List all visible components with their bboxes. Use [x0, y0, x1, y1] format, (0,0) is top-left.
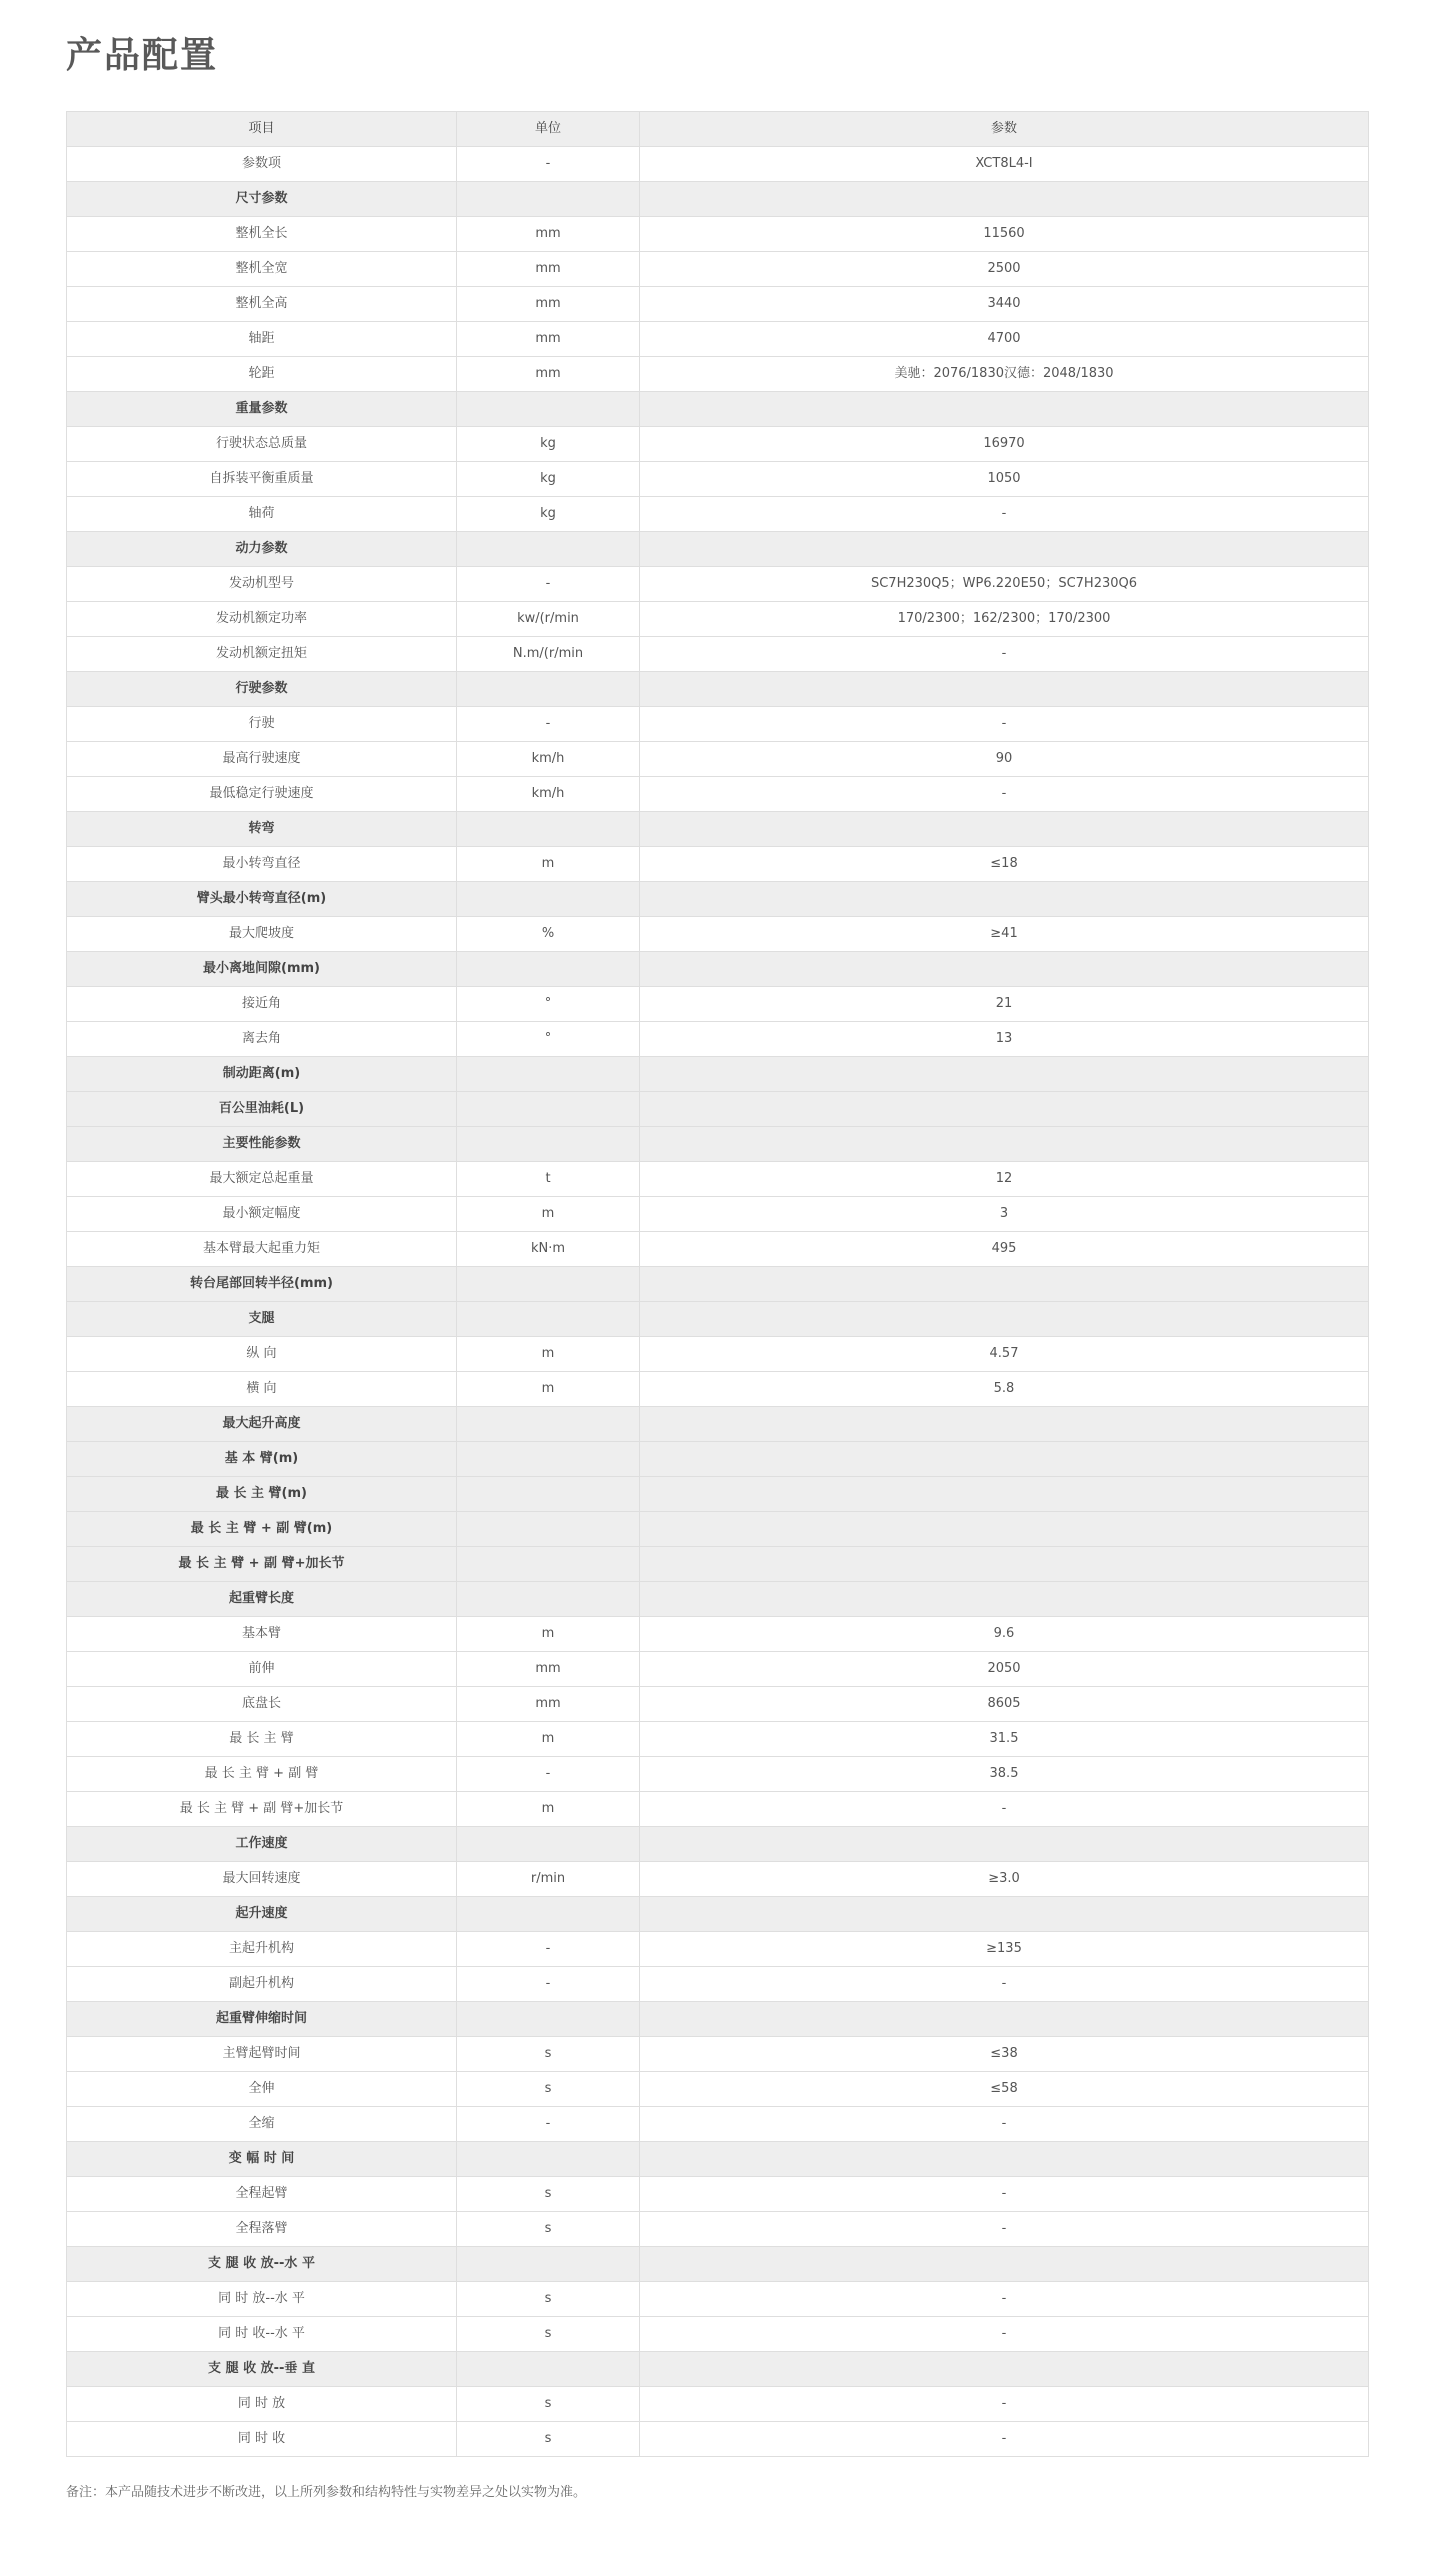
- value-cell: [640, 2002, 1369, 2037]
- item-cell: 轴荷: [67, 497, 457, 532]
- item-cell: 轴距: [67, 322, 457, 357]
- value-cell: -: [640, 637, 1369, 672]
- unit-cell: s: [457, 2387, 640, 2422]
- item-cell: 轮距: [67, 357, 457, 392]
- value-cell: 1050: [640, 462, 1369, 497]
- value-cell: [640, 1827, 1369, 1862]
- item-cell: 底盘长: [67, 1687, 457, 1722]
- table-row: [67, 1372, 1369, 1407]
- value-cell: -: [640, 2317, 1369, 2352]
- value-cell: ≥135: [640, 1932, 1369, 1967]
- table-row: [67, 357, 1369, 392]
- section-row: [67, 1127, 1369, 1162]
- section-row: [67, 1407, 1369, 1442]
- unit-cell: [457, 672, 640, 707]
- value-cell: 3440: [640, 287, 1369, 322]
- unit-cell: [457, 1582, 640, 1617]
- item-cell: 整机全高: [67, 287, 457, 322]
- table-row: [67, 2072, 1369, 2107]
- footnote: 备注：本产品随技术进步不断改进，以上所列参数和结构特性与实物差异之处以实物为准。: [66, 2485, 587, 2500]
- item-cell: 最大起升高度: [67, 1407, 457, 1442]
- value-cell: [640, 532, 1369, 567]
- value-cell: 170/2300；162/2300；170/2300: [640, 602, 1369, 637]
- table-row: [67, 602, 1369, 637]
- unit-cell: mm: [457, 287, 640, 322]
- value-cell: [640, 882, 1369, 917]
- unit-cell: m: [457, 1792, 640, 1827]
- unit-cell: [457, 882, 640, 917]
- item-cell: 行驶状态总质量: [67, 427, 457, 462]
- item-cell: 转台尾部回转半径(mm): [67, 1267, 457, 1302]
- table-row: [67, 462, 1369, 497]
- value-cell: 90: [640, 742, 1369, 777]
- item-cell: 最大额定总起重量: [67, 1162, 457, 1197]
- unit-cell: [457, 1547, 640, 1582]
- unit-cell: [457, 1302, 640, 1337]
- unit-cell: mm: [457, 357, 640, 392]
- item-cell: 起重臂长度: [67, 1582, 457, 1617]
- value-cell: ≤58: [640, 2072, 1369, 2107]
- value-cell: [640, 1407, 1369, 1442]
- item-cell: 尺寸参数: [67, 182, 457, 217]
- unit-cell: [457, 952, 640, 987]
- unit-cell: s: [457, 2317, 640, 2352]
- value-cell: 4700: [640, 322, 1369, 357]
- value-cell: -: [640, 2387, 1369, 2422]
- item-cell: 制动距离(m): [67, 1057, 457, 1092]
- table-row: [67, 1687, 1369, 1722]
- item-cell: 重量参数: [67, 392, 457, 427]
- value-cell: [640, 1442, 1369, 1477]
- unit-cell: [457, 1442, 640, 1477]
- item-cell: 整机全宽: [67, 252, 457, 287]
- table-row: [67, 1337, 1369, 1372]
- unit-cell: r/min: [457, 1862, 640, 1897]
- section-row: [67, 2247, 1369, 2282]
- value-cell: [640, 1127, 1369, 1162]
- page-title: 产品配置: [66, 35, 219, 76]
- value-cell: [640, 1547, 1369, 1582]
- unit-cell: -: [457, 707, 640, 742]
- unit-cell: [457, 1407, 640, 1442]
- item-cell: 最 长 主 臂: [67, 1722, 457, 1757]
- unit-cell: [457, 182, 640, 217]
- item-cell: 同 时 放--水 平: [67, 2282, 457, 2317]
- section-row: [67, 2142, 1369, 2177]
- item-cell: 同 时 收--水 平: [67, 2317, 457, 2352]
- item-cell: 转弯: [67, 812, 457, 847]
- section-row: [67, 1547, 1369, 1582]
- header-item: 项目: [67, 112, 457, 147]
- item-cell: 最大爬坡度: [67, 917, 457, 952]
- unit-cell: s: [457, 2282, 640, 2317]
- value-cell: ≥41: [640, 917, 1369, 952]
- unit-cell: °: [457, 987, 640, 1022]
- value-cell: 美驰：2076/1830汉德：2048/1830: [640, 357, 1369, 392]
- unit-cell: mm: [457, 252, 640, 287]
- value-cell: 11560: [640, 217, 1369, 252]
- unit-cell: s: [457, 2037, 640, 2072]
- table-row: [67, 1617, 1369, 1652]
- value-cell: [640, 812, 1369, 847]
- section-row: [67, 532, 1369, 567]
- value-cell: 12: [640, 1162, 1369, 1197]
- value-cell: [640, 1302, 1369, 1337]
- item-cell: 接近角: [67, 987, 457, 1022]
- table-row: [67, 1862, 1369, 1897]
- value-cell: XCT8L4-Ⅰ: [640, 147, 1369, 182]
- unit-cell: m: [457, 1617, 640, 1652]
- spec-table: [66, 111, 1369, 2457]
- item-cell: 起升速度: [67, 1897, 457, 1932]
- unit-cell: m: [457, 1197, 640, 1232]
- section-row: [67, 1267, 1369, 1302]
- value-cell: [640, 1267, 1369, 1302]
- table-row: [67, 2037, 1369, 2072]
- unit-cell: [457, 1267, 640, 1302]
- unit-cell: -: [457, 1757, 640, 1792]
- item-cell: 主臂起臂时间: [67, 2037, 457, 2072]
- unit-cell: mm: [457, 217, 640, 252]
- item-cell: 发动机型号: [67, 567, 457, 602]
- section-row: [67, 882, 1369, 917]
- section-row: [67, 1827, 1369, 1862]
- table-row: [67, 147, 1369, 182]
- table-row: [67, 287, 1369, 322]
- table-row: [67, 1197, 1369, 1232]
- table-row: [67, 1932, 1369, 1967]
- section-row: [67, 1302, 1369, 1337]
- value-cell: -: [640, 2282, 1369, 2317]
- section-row: [67, 952, 1369, 987]
- unit-cell: kg: [457, 497, 640, 532]
- item-cell: 横 向: [67, 1372, 457, 1407]
- value-cell: ≤18: [640, 847, 1369, 882]
- unit-cell: [457, 1092, 640, 1127]
- value-cell: [640, 952, 1369, 987]
- item-cell: 最小转弯直径: [67, 847, 457, 882]
- unit-cell: [457, 2002, 640, 2037]
- item-cell: 前伸: [67, 1652, 457, 1687]
- value-cell: -: [640, 2107, 1369, 2142]
- unit-cell: m: [457, 1722, 640, 1757]
- table-row: [67, 252, 1369, 287]
- value-cell: [640, 2352, 1369, 2387]
- value-cell: 21: [640, 987, 1369, 1022]
- table-row: [67, 2212, 1369, 2247]
- section-row: [67, 1897, 1369, 1932]
- table-row: [67, 2317, 1369, 2352]
- value-cell: -: [640, 497, 1369, 532]
- table-row: [67, 1967, 1369, 2002]
- item-cell: 臂头最小转弯直径(m): [67, 882, 457, 917]
- unit-cell: km/h: [457, 742, 640, 777]
- item-cell: 整机全长: [67, 217, 457, 252]
- table-row: [67, 1022, 1369, 1057]
- unit-cell: m: [457, 847, 640, 882]
- value-cell: -: [640, 707, 1369, 742]
- unit-cell: s: [457, 2212, 640, 2247]
- value-cell: -: [640, 1792, 1369, 1827]
- item-cell: 同 时 收: [67, 2422, 457, 2457]
- item-cell: 最小离地间隙(mm): [67, 952, 457, 987]
- value-cell: -: [640, 2212, 1369, 2247]
- unit-cell: N.m/(r/min: [457, 637, 640, 672]
- unit-cell: [457, 1827, 640, 1862]
- header-value: 参数: [640, 112, 1369, 147]
- unit-cell: m: [457, 1372, 640, 1407]
- unit-cell: m: [457, 1337, 640, 1372]
- section-row: [67, 1582, 1369, 1617]
- unit-cell: kw/(r/min: [457, 602, 640, 637]
- item-cell: 支腿: [67, 1302, 457, 1337]
- table-row: [67, 567, 1369, 602]
- item-cell: 自拆装平衡重质量: [67, 462, 457, 497]
- unit-cell: mm: [457, 1652, 640, 1687]
- item-cell: 发动机额定功率: [67, 602, 457, 637]
- table-row: [67, 2422, 1369, 2457]
- section-row: [67, 182, 1369, 217]
- value-cell: [640, 1057, 1369, 1092]
- value-cell: 8605: [640, 1687, 1369, 1722]
- table-row: [67, 987, 1369, 1022]
- value-cell: -: [640, 2177, 1369, 2212]
- table-row: [67, 777, 1369, 812]
- value-cell: [640, 1512, 1369, 1547]
- section-row: [67, 1057, 1369, 1092]
- header-row: [67, 112, 1369, 147]
- item-cell: 全程起臂: [67, 2177, 457, 2212]
- table-row: [67, 847, 1369, 882]
- value-cell: 5.8: [640, 1372, 1369, 1407]
- item-cell: 最 长 主 臂 + 副 臂+加长节: [67, 1792, 457, 1827]
- unit-cell: [457, 812, 640, 847]
- unit-cell: [457, 2247, 640, 2282]
- item-cell: 支 腿 收 放--水 平: [67, 2247, 457, 2282]
- unit-cell: [457, 2352, 640, 2387]
- value-cell: [640, 1092, 1369, 1127]
- section-row: [67, 1512, 1369, 1547]
- value-cell: -: [640, 2422, 1369, 2457]
- item-cell: 全缩: [67, 2107, 457, 2142]
- value-cell: [640, 1582, 1369, 1617]
- table-row: [67, 742, 1369, 777]
- item-cell: 最低稳定行驶速度: [67, 777, 457, 812]
- value-cell: 16970: [640, 427, 1369, 462]
- table-row: [67, 2107, 1369, 2142]
- table-row: [67, 1792, 1369, 1827]
- item-cell: 全程落臂: [67, 2212, 457, 2247]
- value-cell: 2500: [640, 252, 1369, 287]
- unit-cell: [457, 1127, 640, 1162]
- value-cell: [640, 1477, 1369, 1512]
- section-row: [67, 1092, 1369, 1127]
- item-cell: 行驶: [67, 707, 457, 742]
- unit-cell: [457, 1057, 640, 1092]
- item-cell: 最高行驶速度: [67, 742, 457, 777]
- item-cell: 最 长 主 臂 + 副 臂: [67, 1757, 457, 1792]
- value-cell: [640, 182, 1369, 217]
- section-row: [67, 2002, 1369, 2037]
- value-cell: [640, 2247, 1369, 2282]
- value-cell: 4.57: [640, 1337, 1369, 1372]
- item-cell: 主起升机构: [67, 1932, 457, 1967]
- value-cell: 13: [640, 1022, 1369, 1057]
- value-cell: 3: [640, 1197, 1369, 1232]
- table-row: [67, 322, 1369, 357]
- table-row: [67, 217, 1369, 252]
- unit-cell: kN·m: [457, 1232, 640, 1267]
- item-cell: 全伸: [67, 2072, 457, 2107]
- unit-cell: mm: [457, 1687, 640, 1722]
- table-row: [67, 2282, 1369, 2317]
- section-row: [67, 672, 1369, 707]
- value-cell: 495: [640, 1232, 1369, 1267]
- item-cell: 离去角: [67, 1022, 457, 1057]
- value-cell: 31.5: [640, 1722, 1369, 1757]
- value-cell: -: [640, 777, 1369, 812]
- unit-cell: t: [457, 1162, 640, 1197]
- value-cell: [640, 1897, 1369, 1932]
- item-cell: 最大回转速度: [67, 1862, 457, 1897]
- section-row: [67, 1442, 1369, 1477]
- value-cell: -: [640, 1967, 1369, 2002]
- table-row: [67, 2387, 1369, 2422]
- unit-cell: °: [457, 1022, 640, 1057]
- item-cell: 基 本 臂(m): [67, 1442, 457, 1477]
- value-cell: [640, 392, 1369, 427]
- item-cell: 最 长 主 臂 + 副 臂(m): [67, 1512, 457, 1547]
- section-row: [67, 812, 1369, 847]
- item-cell: 参数项: [67, 147, 457, 182]
- section-row: [67, 392, 1369, 427]
- item-cell: 支 腿 收 放--垂 直: [67, 2352, 457, 2387]
- unit-cell: s: [457, 2422, 640, 2457]
- table-row: [67, 707, 1369, 742]
- item-cell: 基本臂: [67, 1617, 457, 1652]
- value-cell: 2050: [640, 1652, 1369, 1687]
- item-cell: 百公里油耗(L): [67, 1092, 457, 1127]
- item-cell: 工作速度: [67, 1827, 457, 1862]
- table-row: [67, 2177, 1369, 2212]
- unit-cell: -: [457, 567, 640, 602]
- item-cell: 纵 向: [67, 1337, 457, 1372]
- item-cell: 变 幅 时 间: [67, 2142, 457, 2177]
- unit-cell: [457, 532, 640, 567]
- value-cell: [640, 672, 1369, 707]
- value-cell: ≤38: [640, 2037, 1369, 2072]
- table-row: [67, 427, 1369, 462]
- value-cell: SC7H230Q5；WP6.220E50；SC7H230Q6: [640, 567, 1369, 602]
- value-cell: 9.6: [640, 1617, 1369, 1652]
- value-cell: 38.5: [640, 1757, 1369, 1792]
- item-cell: 副起升机构: [67, 1967, 457, 2002]
- value-cell: [640, 2142, 1369, 2177]
- section-row: [67, 2352, 1369, 2387]
- unit-cell: [457, 1477, 640, 1512]
- spec-table-body: [67, 147, 1369, 2457]
- item-cell: 最 长 主 臂 + 副 臂+加长节: [67, 1547, 457, 1582]
- table-row: [67, 637, 1369, 672]
- unit-cell: -: [457, 1932, 640, 1967]
- unit-cell: -: [457, 2107, 640, 2142]
- item-cell: 行驶参数: [67, 672, 457, 707]
- unit-cell: %: [457, 917, 640, 952]
- header-unit: 单位: [457, 112, 640, 147]
- table-row: [67, 917, 1369, 952]
- unit-cell: s: [457, 2177, 640, 2212]
- unit-cell: [457, 1897, 640, 1932]
- unit-cell: s: [457, 2072, 640, 2107]
- item-cell: 动力参数: [67, 532, 457, 567]
- table-row: [67, 1232, 1369, 1267]
- table-row: [67, 1652, 1369, 1687]
- table-row: [67, 1722, 1369, 1757]
- unit-cell: [457, 392, 640, 427]
- unit-cell: kg: [457, 462, 640, 497]
- item-cell: 主要性能参数: [67, 1127, 457, 1162]
- item-cell: 发动机额定扭矩: [67, 637, 457, 672]
- unit-cell: km/h: [457, 777, 640, 812]
- value-cell: ≥3.0: [640, 1862, 1369, 1897]
- item-cell: 同 时 放: [67, 2387, 457, 2422]
- section-row: [67, 1477, 1369, 1512]
- item-cell: 最 长 主 臂(m): [67, 1477, 457, 1512]
- item-cell: 起重臂伸缩时间: [67, 2002, 457, 2037]
- unit-cell: -: [457, 147, 640, 182]
- unit-cell: kg: [457, 427, 640, 462]
- unit-cell: mm: [457, 322, 640, 357]
- unit-cell: -: [457, 1967, 640, 2002]
- unit-cell: [457, 2142, 640, 2177]
- table-row: [67, 1757, 1369, 1792]
- table-row: [67, 1162, 1369, 1197]
- table-row: [67, 497, 1369, 532]
- unit-cell: [457, 1512, 640, 1547]
- spec-table-header: [67, 112, 1369, 147]
- item-cell: 基本臂最大起重力矩: [67, 1232, 457, 1267]
- item-cell: 最小额定幅度: [67, 1197, 457, 1232]
